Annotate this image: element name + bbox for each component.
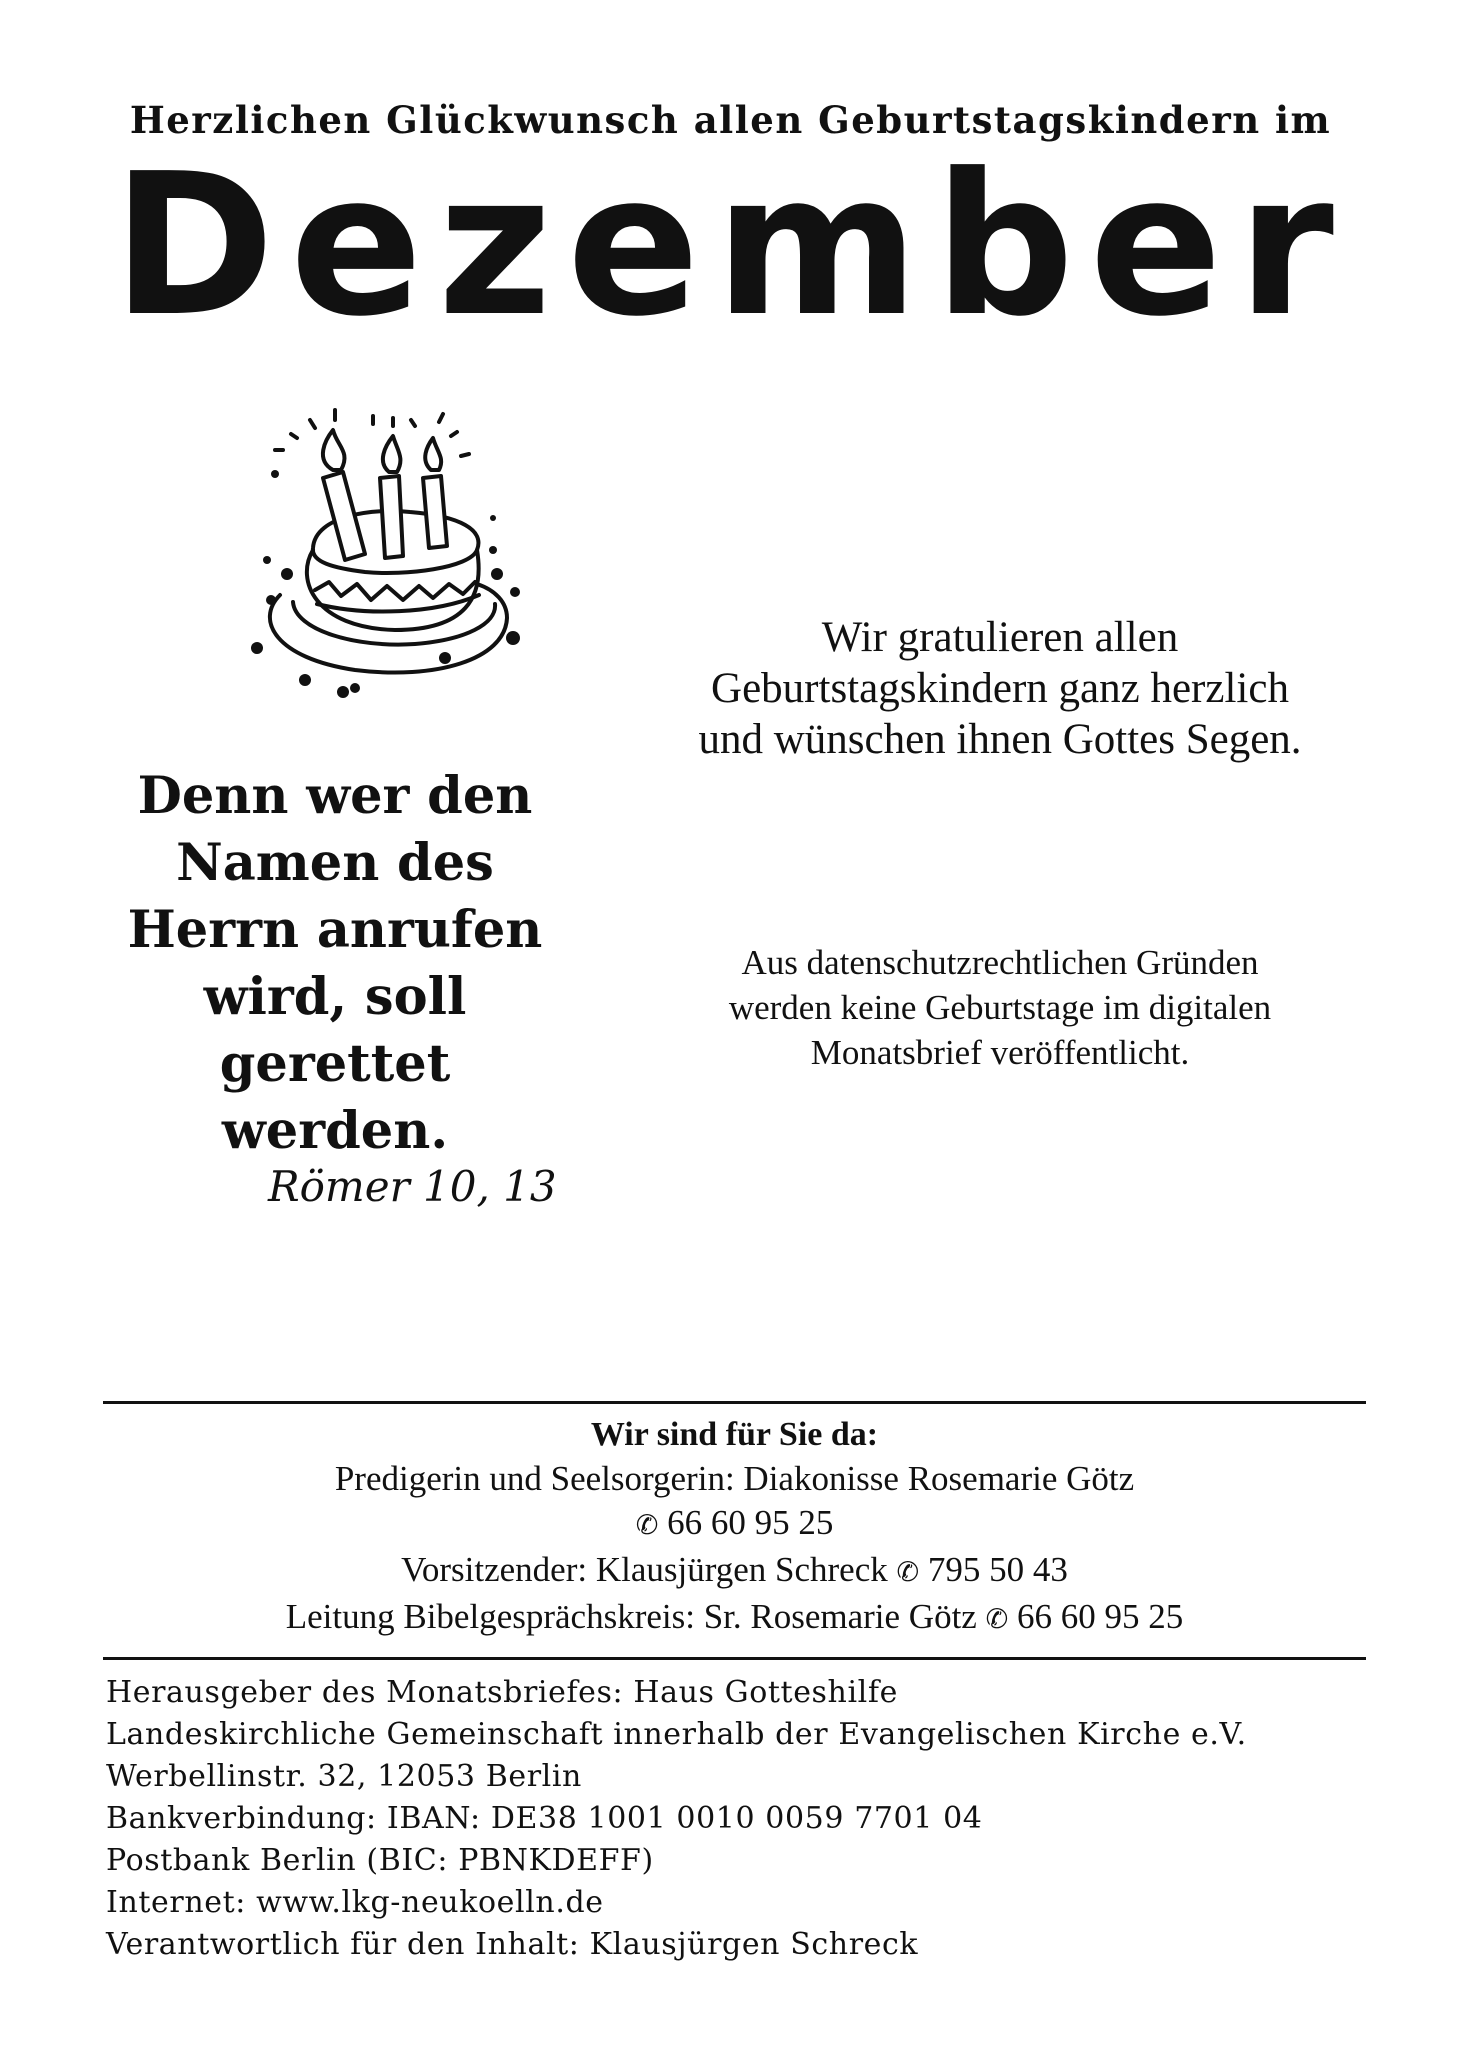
greeting-line: Wir gratulieren allen — [821, 614, 1179, 661]
contact-preacher-phone-line — [103, 1501, 1366, 1548]
privacy-line: werden keine Geburtstage im digitalen — [728, 988, 1272, 1027]
verse-reference: Römer 10, 13 — [268, 1162, 557, 1211]
privacy-line: Aus datenschutzrechtlichen Gründen — [741, 943, 1259, 982]
contact-chair: Vorsitzender: Klausjürgen Schreck — [401, 1550, 888, 1589]
footer-line: Herausgeber des Monatsbriefes: Haus Gotteshilfe — [106, 1675, 898, 1710]
verse-line: wird, soll — [203, 967, 467, 1027]
contact-preacher: Predigerin und Seelsorgerin: Diakonisse Rosemarie Götz — [334, 1459, 1135, 1498]
contact-preacher-phone: 66 60 95 25 — [667, 1503, 834, 1542]
birthday-cake-icon — [245, 390, 525, 720]
verse-line: werden. — [221, 1101, 449, 1161]
divider-bottom — [103, 1657, 1366, 1660]
birthday-greeting — [610, 612, 1390, 765]
footer-line: Landeskirchliche Gemeinschaft innerhalb der Evangelischen Kirche e.V. — [106, 1717, 1247, 1752]
phone-icon: ✆ — [896, 1557, 920, 1588]
greeting-line: Geburtstagskindern ganz herzlich — [711, 665, 1289, 712]
verse-line: Denn wer den — [137, 766, 533, 826]
page-title-month: Dezember — [112, 132, 1349, 360]
footer-line: Verantwortlich für den Inhalt: Klausjürgen Schreck — [106, 1927, 919, 1962]
contact-section — [103, 1413, 1366, 1642]
contact-chair-line — [103, 1548, 1366, 1595]
contact-bible-phone: 66 60 95 25 — [1016, 1597, 1184, 1636]
verse-line: gerettet — [219, 1034, 451, 1094]
greeting-line: und wünschen ihnen Gottes Segen. — [698, 716, 1302, 763]
contact-bible-line — [103, 1595, 1366, 1642]
privacy-line: Monatsbrief veröffentlicht. — [810, 1033, 1190, 1072]
privacy-note — [610, 940, 1390, 1075]
contact-bible: Leitung Bibelgesprächskreis: Sr. Rosemarie Götz — [285, 1597, 977, 1636]
verse-line: Herrn anrufen — [127, 900, 543, 960]
publisher-footer — [106, 1672, 1369, 1966]
bible-verse — [80, 763, 590, 1165]
footer-line: Postbank Berlin (BIC: PBNKDEFF) — [106, 1843, 654, 1878]
phone-icon: ✆ — [635, 1510, 659, 1541]
contact-chair-phone: 795 50 43 — [927, 1550, 1068, 1589]
footer-line: Bankverbindung: IBAN: DE38 1001 0010 0059 7701 04 — [106, 1801, 983, 1836]
footer-line: Werbellinstr. 32, 12053 Berlin — [106, 1759, 582, 1794]
phone-icon: ✆ — [985, 1604, 1009, 1635]
header-greeting-line: Herzlichen Glückwunsch allen Geburtstagskindern im — [129, 98, 1332, 142]
contact-title: Wir sind für Sie da: — [590, 1416, 879, 1453]
footer-line: Internet: www.lkg-neukoelln.de — [106, 1885, 604, 1920]
divider-top — [103, 1401, 1366, 1404]
verse-line: Namen des — [176, 833, 494, 893]
